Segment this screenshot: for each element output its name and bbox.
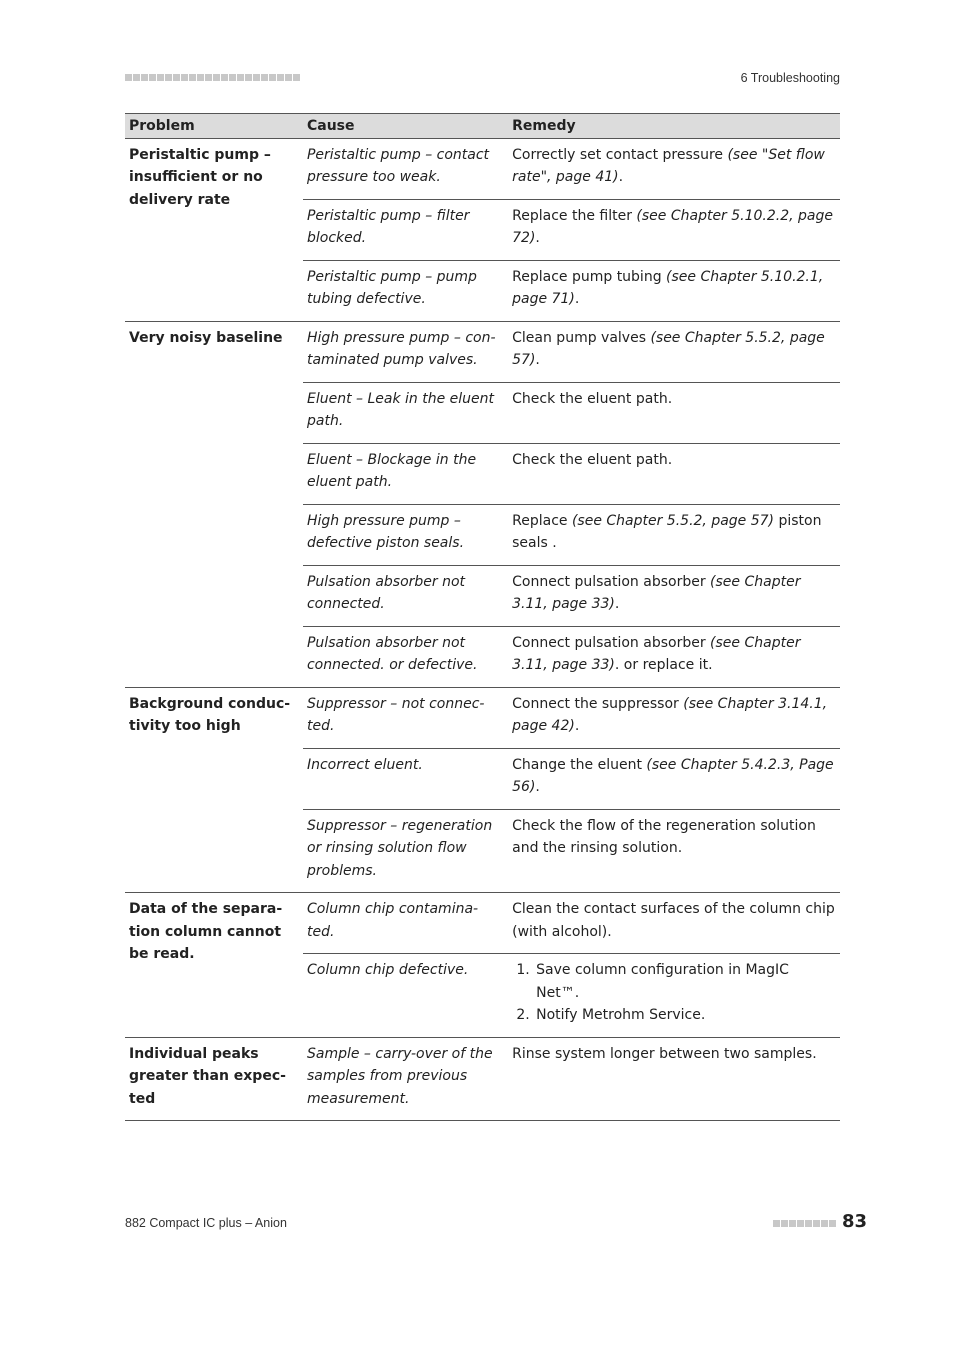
remedy-suffix: . <box>574 291 580 307</box>
cause-cell: High pressure pump – defective piston seals. <box>303 504 508 565</box>
remedy-suffix: . <box>618 169 624 185</box>
page-number: 83 <box>841 1211 867 1232</box>
list-item: 2. Notify Metrohm Service. <box>534 1004 836 1027</box>
chapter-title: 6 Troubleshooting <box>740 71 840 85</box>
cause-cell: Peristaltic pump – pump tubing defective. <box>303 260 508 321</box>
remedy-text: Change the eluent <box>512 756 647 773</box>
remedy-cell <box>508 687 840 748</box>
table-row <box>125 1037 840 1121</box>
remedy-cell <box>508 626 840 687</box>
remedy-cell: Rinse system longer between two samples. <box>508 1037 840 1121</box>
remedy-cell: Check the eluent path. <box>508 382 840 443</box>
remedy-text: Replace pump tubing <box>512 268 667 285</box>
remedy-cell: Check the flow of the regeneration solution and the rinsing solution. <box>508 809 840 893</box>
cause-cell: Eluent – Leak in the eluent path. <box>303 382 508 443</box>
cause-cell: Pulsation absorber not connected. or defective. <box>303 626 508 687</box>
remedy-suffix: . <box>535 230 540 246</box>
cause-cell: Column chip contamina-ted. <box>303 893 508 954</box>
remedy-suffix: . <box>614 596 620 612</box>
remedy-reference: (see Chapter 3.11, page 33) <box>512 634 801 673</box>
remedy-cell <box>508 138 840 199</box>
remedy-cell <box>508 321 840 382</box>
column-header-problem: Problem <box>125 114 303 139</box>
remedy-suffix: . <box>574 718 580 734</box>
problem-cell: Individual peaks greater than expec-ted <box>125 1037 303 1121</box>
cause-cell: High pressure pump – con-taminated pump valves. <box>303 321 508 382</box>
remedy-text: Correctly set contact pressure <box>512 146 728 163</box>
remedy-cell <box>508 504 840 565</box>
cause-cell: Eluent – Blockage in the eluent path. <box>303 443 508 504</box>
remedy-reference: (see Chapter 5.4.2.3, Page 56) <box>512 756 834 795</box>
problem-cell: Background conduc-tivity too high <box>125 687 303 893</box>
remedy-reference: (see Chapter 3.14.1, page 42) <box>512 695 828 734</box>
column-header-remedy: Remedy <box>508 114 840 139</box>
remedy-cell <box>508 260 840 321</box>
remedy-text: Connect pulsation absorber <box>512 634 711 651</box>
remedy-suffix: piston seals . <box>512 512 822 551</box>
table-row <box>125 687 840 748</box>
remedy-reference: (see "Set flow rate", page 41) <box>512 146 825 185</box>
remedy-reference: (see Chapter 5.10.2.1, page 71) <box>512 268 824 307</box>
cause-cell: Incorrect eluent. <box>303 748 508 809</box>
remedy-text: Clean pump valves <box>512 329 651 346</box>
remedy-text: Replace the filter <box>512 207 637 224</box>
cause-cell: Suppressor – regeneration or rinsing solution flow problems. <box>303 809 508 893</box>
cause-cell: Column chip defective. <box>303 954 508 1038</box>
cause-cell: Sample – carry-over of the samples from previous measurement. <box>303 1037 508 1121</box>
table-row <box>125 893 840 954</box>
remedy-text: Connect pulsation absorber <box>512 573 711 590</box>
remedy-reference: (see Chapter 5.5.2, page 57) <box>571 512 775 529</box>
table-header-row <box>125 114 840 139</box>
list-item: 1. Save column configuration in MagIC Net™. <box>534 959 836 1004</box>
cause-cell: Pulsation absorber not connected. <box>303 565 508 626</box>
remedy-reference: (see Chapter 5.10.2.2, page 72) <box>512 207 834 246</box>
remedy-cell <box>508 748 840 809</box>
remedy-reference: (see Chapter 3.11, page 33) <box>512 573 801 612</box>
remedy-steps-list <box>512 959 836 1027</box>
cause-cell: Peristaltic pump – filter blocked. <box>303 199 508 260</box>
remedy-cell <box>508 954 840 1038</box>
cause-cell: Suppressor – not connec-ted. <box>303 687 508 748</box>
remedy-cell <box>508 199 840 260</box>
remedy-text: Connect the suppressor <box>512 695 684 712</box>
table-row <box>125 138 840 199</box>
remedy-suffix: . <box>535 352 540 368</box>
footer-decoration <box>773 1220 836 1227</box>
remedy-cell: Check the eluent path. <box>508 443 840 504</box>
remedy-cell: Clean the contact surfaces of the column chip (with alcohol). <box>508 893 840 954</box>
problem-cell: Very noisy baseline <box>125 321 303 687</box>
remedy-text: Replace <box>512 512 572 529</box>
remedy-reference: (see Chapter 5.5.2, page 57) <box>512 329 825 368</box>
table-row <box>125 321 840 382</box>
problem-cell: Peristaltic pump – insufficient or no delivery rate <box>129 146 271 208</box>
remedy-suffix: . or replace it. <box>614 657 713 673</box>
remedy-cell <box>508 565 840 626</box>
problem-cell: Data of the separa-tion column cannot be read. <box>125 893 303 1038</box>
footer-product-name: 882 Compact IC plus – Anion <box>125 1216 287 1230</box>
cause-cell: Peristaltic pump – contact pressure too weak. <box>306 146 490 185</box>
remedy-suffix: . <box>535 779 540 795</box>
troubleshooting-table <box>125 113 840 1121</box>
header-decoration <box>125 74 300 81</box>
column-header-cause: Cause <box>303 114 508 139</box>
